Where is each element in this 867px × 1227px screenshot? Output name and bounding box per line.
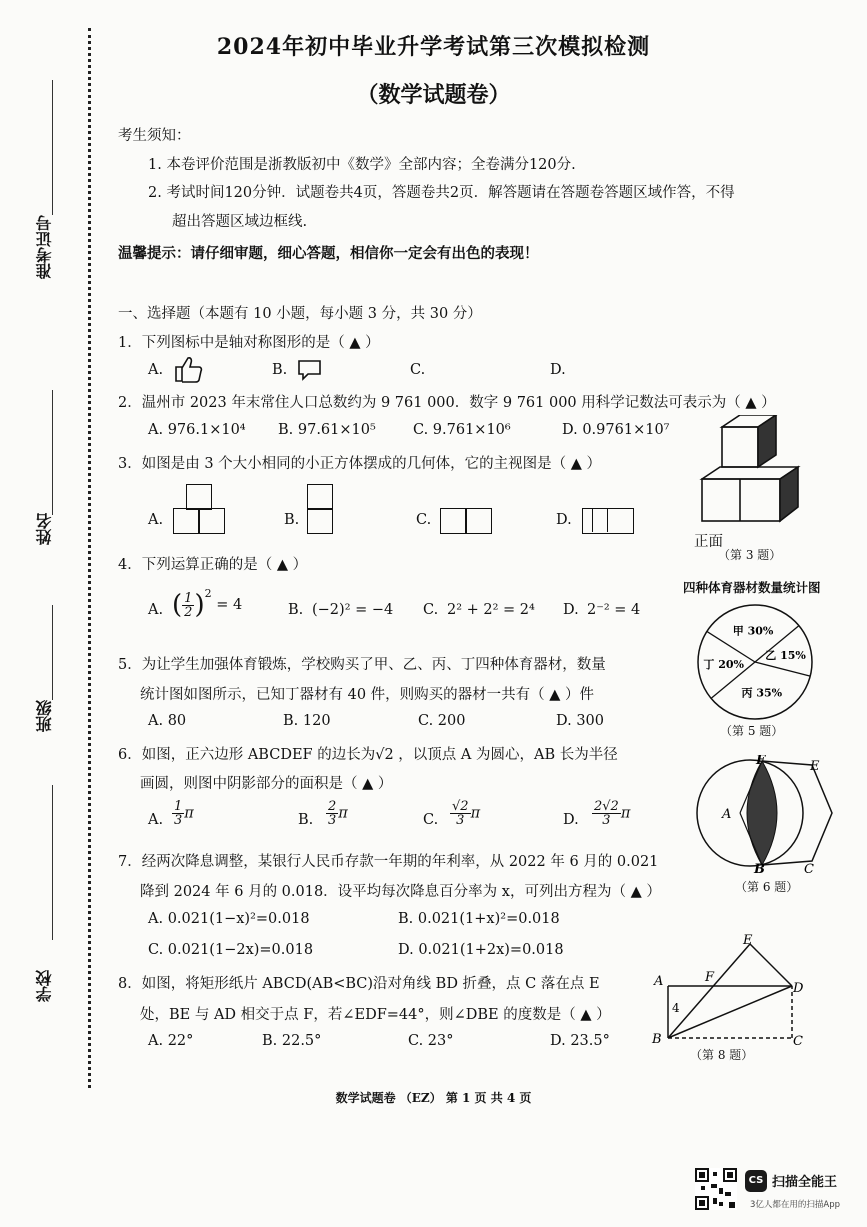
q2-stem: 2．温州市 2023 年末常住人口总数约为 9 761 000．数字 9 761 000 用科学记数法可表示为（ ▲ ）	[118, 395, 776, 411]
q2-opt-c: C. 9.761×10⁶	[413, 422, 511, 438]
q5-opt-d: D. 300	[556, 713, 605, 729]
pie-label-2: 乙 15%	[765, 649, 806, 663]
q4-b-expr: (−2)² = −4	[312, 602, 394, 618]
q3-cube-figure	[692, 415, 812, 540]
q1-opt-b: B.	[272, 362, 288, 378]
q5-stem-1: 5．为让学生加强体育锻炼，学校购买了甲、乙、丙、丁四种体育器材，数量	[118, 657, 606, 673]
q6-b-den: 3	[328, 813, 337, 828]
q8-stem-1: 8．如图，将矩形纸片 ABCD(AB<BC)沿对角线 BD 折叠，点 C 落在点 E	[118, 976, 600, 992]
q8-point-a: A	[654, 974, 664, 989]
q6-c-pi: π	[470, 805, 481, 822]
q5-caption: （第 5 题）	[720, 724, 784, 738]
q8-caption: （第 8 题）	[690, 1048, 754, 1062]
pie-chart	[690, 600, 820, 725]
q8-point-b: B	[652, 1032, 662, 1047]
q3-opt-c: C.	[416, 512, 432, 528]
q8-point-d: D	[793, 981, 804, 996]
q7-opt-d: D. 0.021(1+2x)=0.018	[398, 942, 564, 958]
pie-label-3: 丙 35%	[741, 686, 783, 700]
speech-bubble-icon	[296, 358, 324, 382]
q6-point-b: B	[754, 862, 765, 877]
q4-opt-d: D.	[563, 602, 579, 618]
page-subtitle: （数学试题卷）	[356, 82, 511, 108]
class-line	[52, 605, 53, 700]
q6-b-pi: π	[338, 805, 348, 822]
q8-opt-d: D. 23.5°	[550, 1033, 610, 1049]
q8-rectangle-figure	[650, 930, 820, 1050]
q1-opt-c: C.	[410, 362, 426, 378]
binding-line	[88, 28, 91, 1088]
q4-opt-a: A.	[148, 602, 164, 618]
camscanner-logo: CS	[745, 1170, 767, 1192]
q8-stem-2: 处，BE 与 AD 相交于点 F，若∠EDF=44°，则∠DBE 的度数是（ ▲ ）	[140, 1007, 611, 1023]
q4-a-exponent: 2	[204, 587, 212, 601]
thumbs-up-icon	[172, 355, 204, 383]
notice-heading: 考生须知：	[118, 128, 191, 144]
pie-label-4: 丁 20%	[703, 657, 745, 671]
q4-c-expr: 2² + 2² = 2⁴	[447, 602, 535, 618]
notice-item-3: 超出答题区域边框线.	[172, 214, 308, 230]
q2-opt-d: D. 0.9761×10⁷	[562, 422, 670, 438]
camscanner-tagline: 3亿人都在用的扫描App	[750, 1200, 841, 1210]
q8-point-e: E	[743, 933, 753, 948]
notice-item-2: 2. 考试时间120分钟．试题卷共4页，答题卷共2页．解答题请在答题卷答题区域作答，不得	[148, 185, 735, 201]
school-label: 学校	[35, 970, 54, 1002]
q6-stem-2: 画圆，则图中阴影部分的面积是（ ▲ ）	[140, 776, 393, 792]
q6-point-a: A	[722, 807, 732, 822]
page-footer: 数学试题卷 （EZ） 第 1 页 共 4 页	[335, 1091, 532, 1105]
q4-opt-b: B.	[288, 602, 304, 618]
q6-a-expr	[172, 800, 194, 827]
q6-a-num: 1	[174, 799, 183, 814]
q7-stem-2: 降到 2024 年 6 月的 0.018．设平均每次降息百分率为 x，可列出方程为（ ▲ ）	[140, 884, 661, 900]
q5-opt-c: C. 200	[418, 713, 466, 729]
class-label: 班级	[35, 700, 54, 732]
q5-stem-2: 统计图如图所示，已知丁器材有 40 件，则购买的器材一共有（ ▲ ）件	[140, 687, 595, 703]
q7-opt-a: A. 0.021(1−x)²=0.018	[148, 911, 310, 927]
q3-front-label: 正面	[694, 534, 723, 550]
q7-opt-b: B. 0.021(1+x)²=0.018	[398, 911, 560, 927]
q4-opt-c: C.	[423, 602, 439, 618]
q6-point-f: F	[756, 755, 766, 768]
q3-opt-d: D.	[556, 512, 572, 528]
name-line	[52, 390, 53, 515]
pie-label-1: 甲 30%	[732, 624, 774, 638]
q6-d-den: 3	[602, 813, 611, 828]
q6-opt-b: B.	[298, 812, 314, 828]
q3-opt-a: A.	[148, 512, 164, 528]
q6-d-num: 2√2	[594, 799, 619, 814]
school-line	[52, 785, 53, 940]
camscanner-name: 扫描全能王	[772, 1175, 838, 1190]
notice-item-1: 1. 本卷评价范围是浙教版初中《数学》全部内容；全卷满分120分.	[148, 157, 576, 173]
tip-label	[118, 242, 539, 263]
q7-opt-c: C. 0.021(1−2x)=0.018	[148, 942, 314, 958]
q4-a-num: 1	[184, 590, 193, 606]
q8-opt-b: B. 22.5°	[262, 1033, 322, 1049]
q3-caption: （第 3 题）	[718, 548, 782, 562]
q6-b-num: 2	[328, 799, 337, 814]
q1-opt-d: D.	[550, 362, 566, 378]
q6-c-num: √2	[452, 799, 469, 814]
q7-stem-1: 7．经两次降息调整，某银行人民币存款一年期的年利率，从 2022 年 6 月的 0.021	[118, 854, 659, 870]
name-label: 姓名	[35, 513, 54, 545]
q5-opt-a: A. 80	[148, 713, 187, 729]
q6-b-expr	[326, 800, 348, 827]
q4-a-result: = 4	[216, 597, 243, 613]
q6-a-den: 3	[174, 813, 183, 828]
q8-point-f: F	[705, 970, 715, 985]
q2-opt-a: A. 976.1×10⁴	[148, 422, 246, 438]
q6-point-e: E	[810, 759, 820, 774]
q8-opt-a: A. 22°	[148, 1033, 194, 1049]
q3-opt-b: B.	[284, 512, 300, 528]
q6-hexagon-figure	[680, 755, 840, 880]
exam-number-label: 准考证号	[35, 215, 54, 279]
q6-opt-a: A.	[148, 812, 164, 828]
q2-opt-b: B. 97.61×10⁵	[278, 422, 376, 438]
q4-d-expr: 2⁻² = 4	[587, 602, 641, 618]
q4-stem: 4．下列运算正确的是（ ▲ ）	[118, 557, 308, 573]
q6-caption: （第 6 题）	[735, 880, 799, 894]
qr-code-icon	[695, 1168, 737, 1210]
section-heading: 一、选择题（本题有 10 小题，每小题 3 分，共 30 分）	[118, 306, 482, 322]
tip-label-text: 温馨提示：	[118, 245, 191, 262]
q6-opt-d: D.	[563, 812, 579, 828]
q4-a-expr: ( $\frac{1}{2}$ )$^2$ = 4	[172, 587, 243, 620]
q1-opt-a: A.	[148, 362, 164, 378]
q6-c-den: 3	[456, 813, 465, 828]
q4-a-den: 2	[184, 604, 193, 620]
q6-d-pi: π	[620, 805, 631, 822]
q6-c-expr	[450, 800, 480, 827]
q8-angle-mark: 4	[672, 1001, 680, 1015]
page-title: 2024年初中毕业升学考试第三次模拟检测	[216, 34, 651, 60]
q6-point-c: C	[804, 862, 814, 877]
q6-opt-c: C.	[423, 812, 439, 828]
q6-stem-1: 6．如图，正六边形 ABCDEF 的边长为√2 ，以顶点 A 为圆心，AB 长为半径	[118, 747, 618, 763]
q6-a-pi: π	[184, 805, 194, 822]
q4-a-fraction	[182, 592, 194, 619]
q8-opt-c: C. 23°	[408, 1033, 454, 1049]
q1-stem: 1．下列图标中是轴对称图形的是（ ▲ ）	[118, 335, 380, 351]
q6-d-expr	[592, 800, 630, 827]
q3-stem: 3．如图是由 3 个大小相同的小正方体摆成的几何体，它的主视图是（ ▲ ）	[118, 456, 602, 472]
tip-text: 请仔细审题，细心答题，相信你一定会有出色的表现！	[190, 245, 539, 262]
pie-slice-divider	[755, 662, 810, 676]
q8-point-c: C	[793, 1034, 803, 1049]
q5-opt-b: B. 120	[283, 713, 331, 729]
pie-chart-title: 四种体育器材数量统计图	[683, 580, 821, 595]
